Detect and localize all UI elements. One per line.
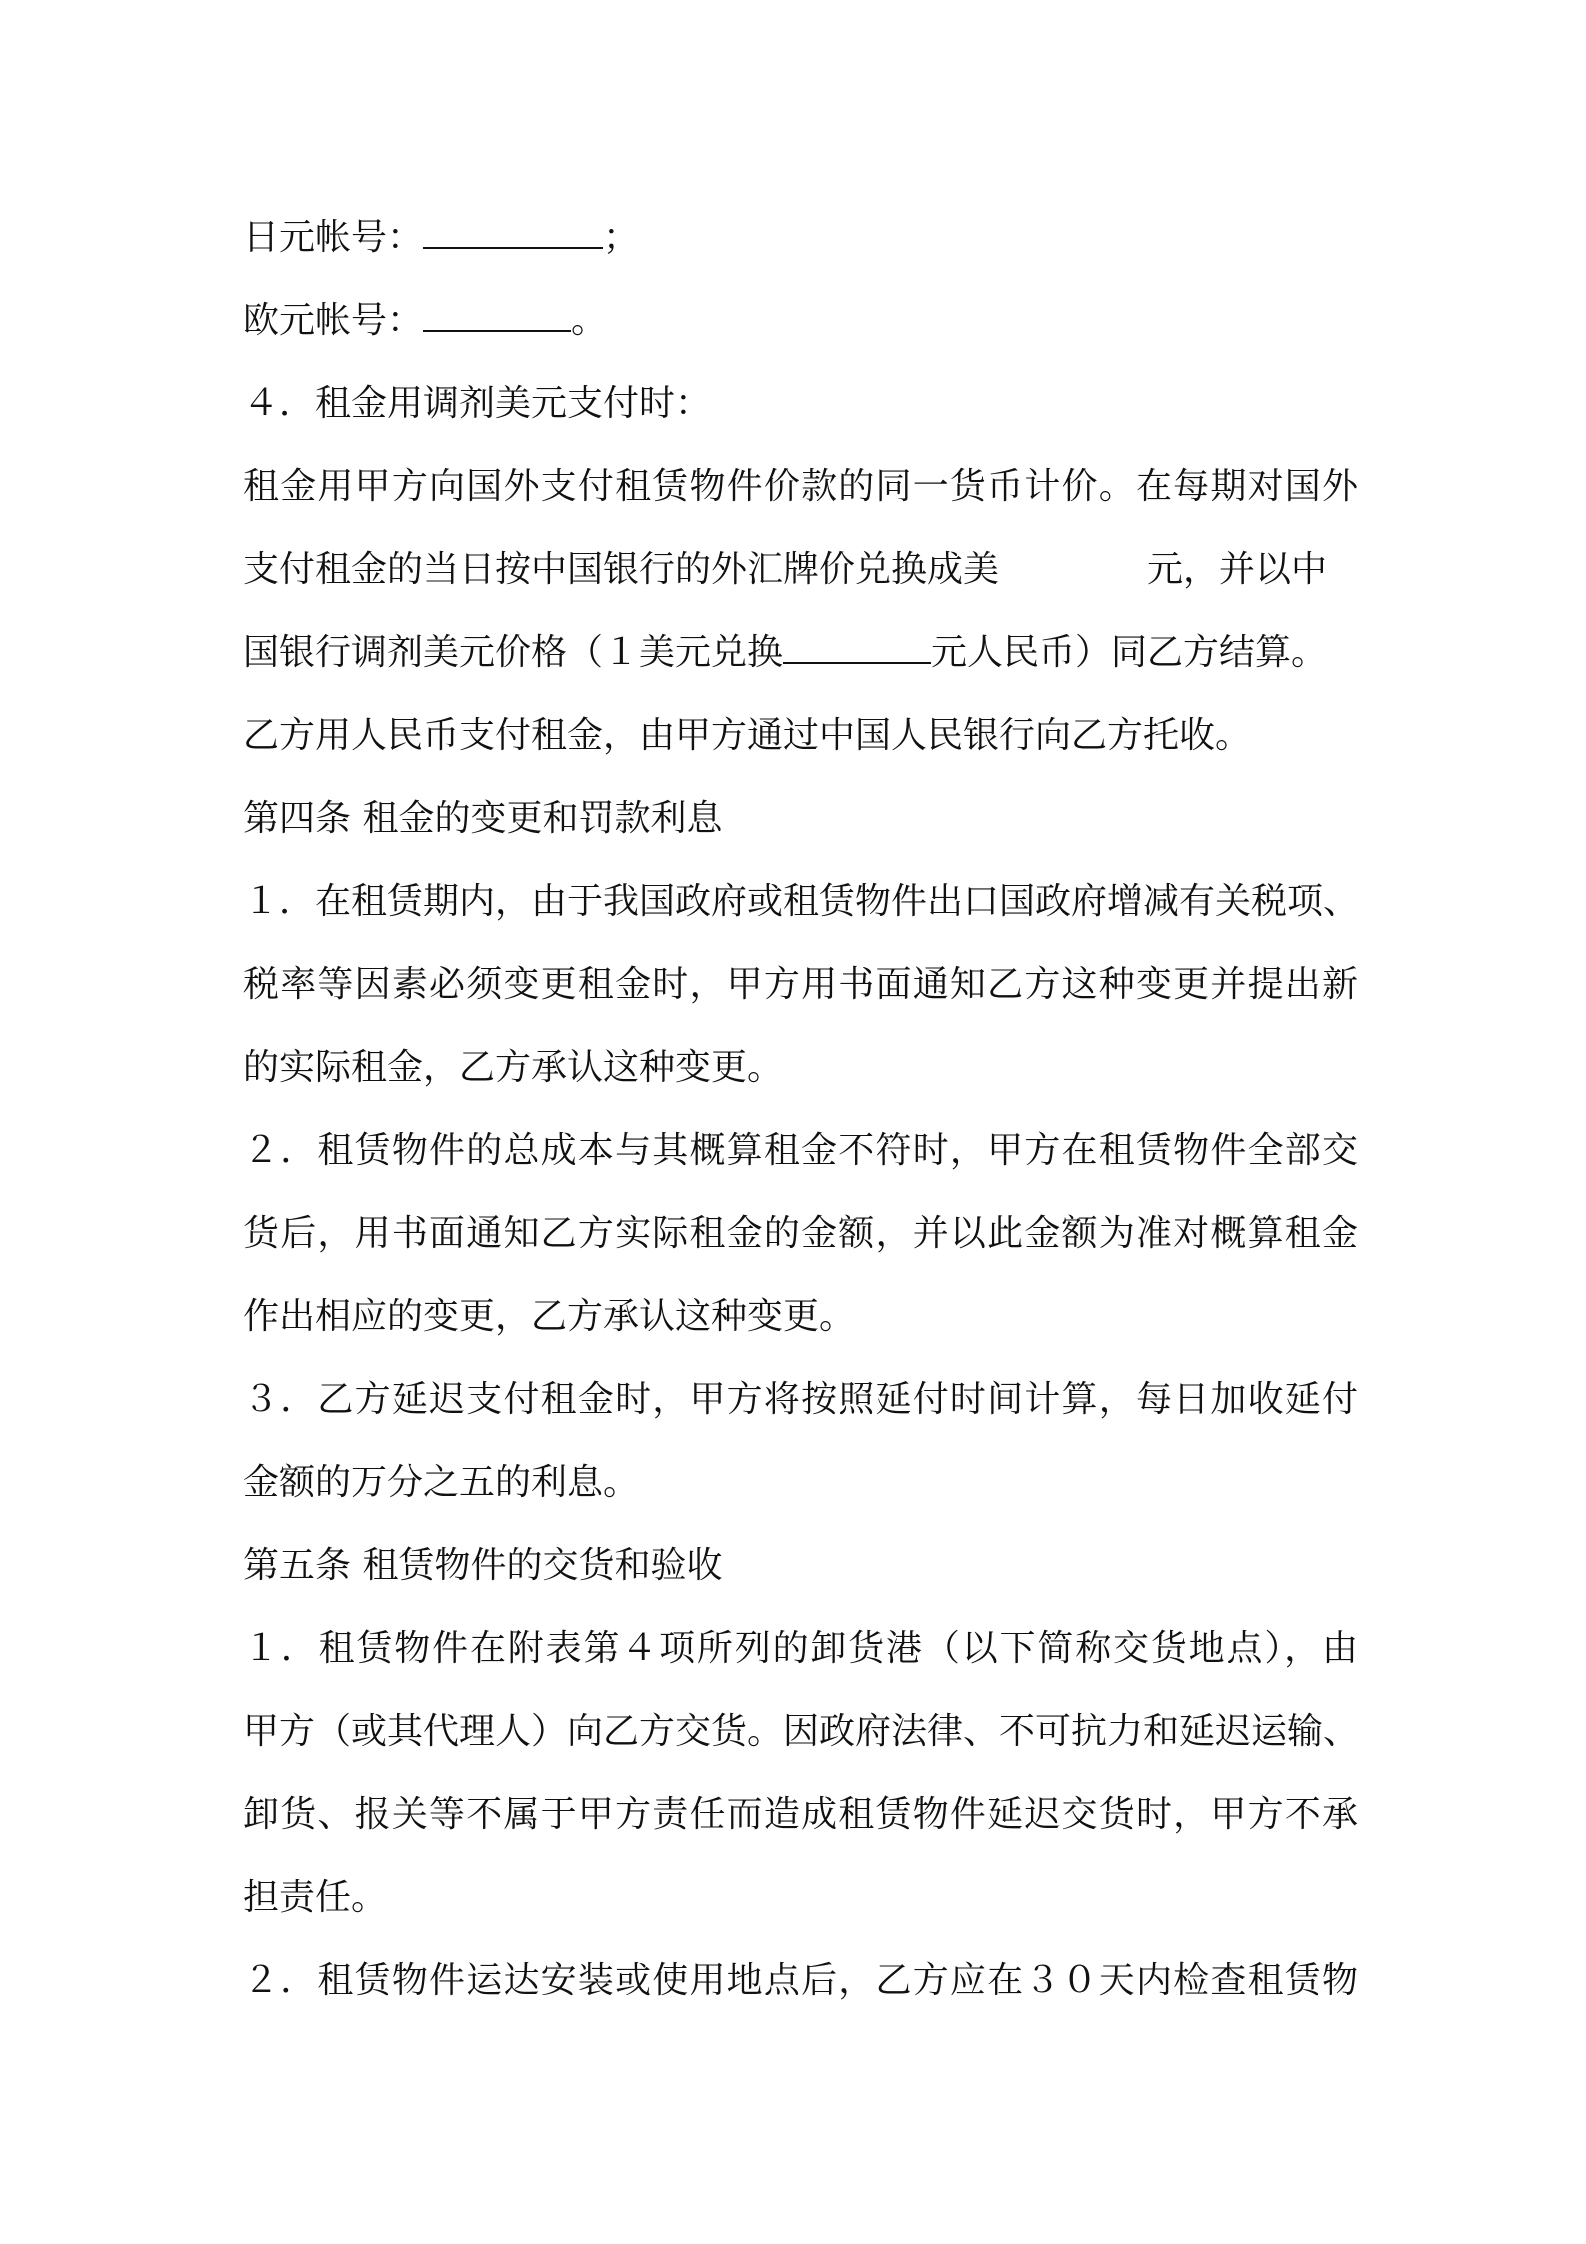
usd-price-text-end: 元人民币）同乙方结算。 [931, 632, 1328, 673]
yen-account-line [243, 196, 1358, 279]
section-heading: 第四条 租金的变更和罚款利息 [243, 798, 723, 839]
paragraph-line: ３．乙方延迟支付租金时，甲方将按照延付时间计算，每日加收延付 [243, 1379, 1358, 1420]
usd-price-text-start: 国银行调剂美元价格（１美元兑换 [243, 632, 784, 673]
section-heading: 第五条 租赁物件的交货和验收 [243, 1545, 723, 1586]
euro-account-label: 欧元帐号： [243, 300, 424, 341]
paragraph-line: ２．租赁物件的总成本与其概算租金不符时，甲方在租赁物件全部交 [243, 1130, 1358, 1171]
paragraph-line: １．租赁物件在附表第４项所列的卸货港（以下简称交货地点），由 [243, 1628, 1358, 1669]
euro-account-blank[interactable] [423, 300, 571, 332]
paragraph-line: 租金用甲方向国外支付租赁物件价款的同一货币计价。在每期对国外 [243, 466, 1358, 507]
usd-rate-blank[interactable] [783, 632, 931, 664]
yen-account-end: ； [603, 217, 640, 258]
euro-account-line [243, 279, 1358, 362]
paragraph-line: １．在租赁期内，由于我国政府或租赁物件出口国政府增减有关税项、 [243, 881, 1360, 922]
exchange-rate-text-start: 支付租金的当日按中国银行的外汇牌价兑换成美 [243, 549, 1000, 590]
paragraph-line: 担责任。 [243, 1877, 388, 1918]
euro-account-end: 。 [571, 300, 608, 341]
paragraph-line: 乙方用人民币支付租金，由甲方通过中国人民银行向乙方托收。 [243, 715, 1252, 756]
exchange-rate-line [243, 528, 1358, 611]
paragraph-line: 金额的万分之五的利息。 [243, 1462, 640, 1503]
paragraph-line: 作出相应的变更，乙方承认这种变更。 [243, 1296, 856, 1337]
paragraph-line: 卸货、报关等不属于甲方责任而造成租赁物件延迟交货时，甲方不承 [243, 1794, 1358, 1835]
yen-account-label: 日元帐号： [243, 217, 424, 258]
usd-price-line [243, 611, 1358, 694]
exchange-rate-text-end: 元，并以中 [1147, 549, 1328, 590]
paragraph-line: 税率等因素必须变更租金时，甲方用书面通知乙方这种变更并提出新 [243, 964, 1358, 1005]
paragraph-line: ２．租赁物件运达安装或使用地点后，乙方应在３０天内检查租赁物 [243, 1960, 1358, 2001]
paragraph-line: 甲方（或其代理人）向乙方交货。因政府法律、不可抗力和延迟运输、 [243, 1711, 1360, 1752]
paragraph-line: ４．租金用调剂美元支付时： [243, 383, 712, 424]
paragraph-line: 的实际租金，乙方承认这种变更。 [243, 1047, 784, 1088]
yen-account-blank[interactable] [423, 217, 603, 249]
paragraph-line: 货后，用书面通知乙方实际租金的金额，并以此金额为准对概算租金 [243, 1213, 1358, 1254]
document-body [243, 196, 1358, 2022]
